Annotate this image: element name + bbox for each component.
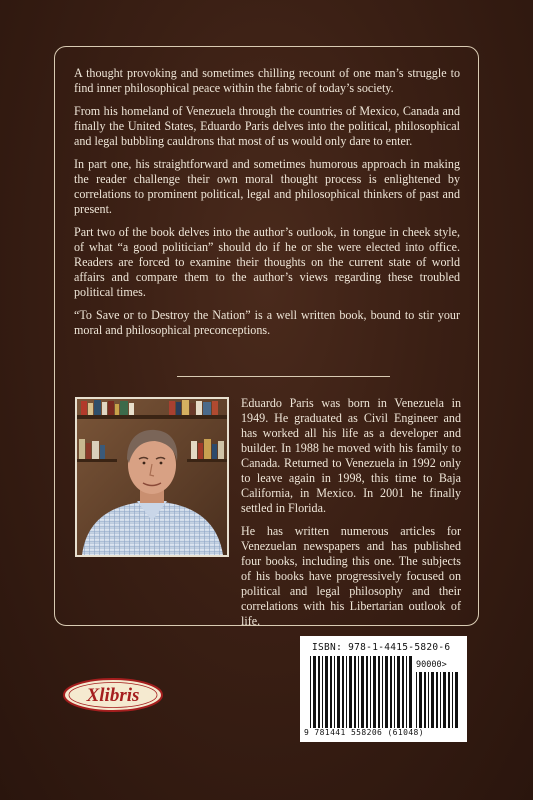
- bio-paragraph-1: Eduardo Paris was born in Venezuela in 1949. He graduated as Civil Engineer and has worked all his life as a developer and builder. In 1988 he moved with his family to Canada. Returned to Venezuela in 1992 only to leave again in 1998, this time to Baja California, in Mexico. In 2001 he finally settled in Florida.: [241, 396, 461, 515]
- barcode-bar: [358, 656, 359, 728]
- barcode-bar: [378, 656, 380, 728]
- barcode-bar: [337, 656, 340, 728]
- author-portrait-image: [77, 399, 227, 555]
- barcode-bar: [416, 672, 417, 728]
- barcode-bar: [361, 656, 364, 728]
- blurb-paragraph-2: From his homeland of Venezuela through the countries of Mexico, Canada and finally the United States, Eduardo Paris delves into the political, philosophical and legal bubbling cauldrons that most of us would only dare to enter.: [74, 104, 460, 148]
- barcode-bar: [366, 656, 368, 728]
- barcode-bar: [310, 656, 311, 728]
- barcode-bar: [342, 656, 344, 728]
- barcode-bar: [406, 656, 407, 728]
- barcode-bar: [428, 672, 429, 728]
- barcode-bar: [330, 656, 332, 728]
- author-photo: [75, 397, 229, 557]
- barcode-bar: [334, 656, 335, 728]
- book-blurb: [74, 66, 460, 346]
- author-bio: [241, 396, 461, 637]
- blurb-paragraph-3: In part one, his straightforward and sometimes humorous approach in making the reader challenge their own moral thought process is enlightened by correlations to prominent political, legal and philosophical thinkers of past and present.: [74, 157, 460, 216]
- barcode-bars: [310, 656, 414, 728]
- barcode-bar: [455, 672, 458, 728]
- barcode-bar: [448, 672, 450, 728]
- isbn-label: ISBN: 978-1-4415-5820-6: [312, 642, 451, 653]
- logo-wordmark: Xlibris: [86, 685, 140, 706]
- barcode-bar: [322, 656, 323, 728]
- bio-paragraph-2: He has written numerous articles for Venezuelan newspapers and has published four books, including this one. The subjects of his books have progressively focused on political and legal philosophy and their correlations with his Libertarian outlook of life.: [241, 524, 461, 628]
- barcode-bar: [452, 672, 453, 728]
- blurb-paragraph-1: A thought provoking and sometimes chilling recount of one man’s struggle to find inner philosophical peace within the fabric of today’s society.: [74, 66, 460, 95]
- barcode-bar: [385, 656, 388, 728]
- barcode-bar: [394, 656, 395, 728]
- barcode-addon-bars: [416, 672, 460, 728]
- barcode-bar: [402, 656, 404, 728]
- barcode-bar: [346, 656, 347, 728]
- barcode-bar: [373, 656, 376, 728]
- barcode-bar: [318, 656, 320, 728]
- ean-digits: 9 781441 558206 (61048): [304, 728, 424, 737]
- barcode-bar: [370, 656, 371, 728]
- blurb-paragraph-5: “To Save or to Destroy the Nation” is a well written book, bound to stir your moral and philosophical preconceptions.: [74, 308, 460, 337]
- xlibris-logo-icon: [62, 676, 164, 714]
- barcode-bar: [349, 656, 352, 728]
- barcode-bar: [424, 672, 426, 728]
- barcode-bar: [397, 656, 400, 728]
- blurb-paragraph-4: Part two of the book delves into the author’s outlook, in tongue in cheek style, of what “a good politician” should do if he or she were elected into office. Readers are forced to examine their thoughts on the current state of world affairs and compare them to the author’s views regarding these troubled political times.: [74, 225, 460, 299]
- barcode-bar: [390, 656, 392, 728]
- publisher-logo: [62, 676, 164, 714]
- barcode-bar: [419, 672, 422, 728]
- barcode-bar: [436, 672, 438, 728]
- isbn-barcode: [300, 636, 467, 742]
- price-code: 90000>: [416, 660, 447, 670]
- section-divider: [177, 376, 390, 377]
- barcode-bar: [440, 672, 441, 728]
- barcode-bar: [313, 656, 316, 728]
- barcode-bar: [382, 656, 383, 728]
- barcode-bar: [409, 656, 412, 728]
- barcode-bar: [325, 656, 328, 728]
- barcode-bar: [354, 656, 356, 728]
- barcode-bar: [443, 672, 446, 728]
- barcode-bar: [431, 672, 434, 728]
